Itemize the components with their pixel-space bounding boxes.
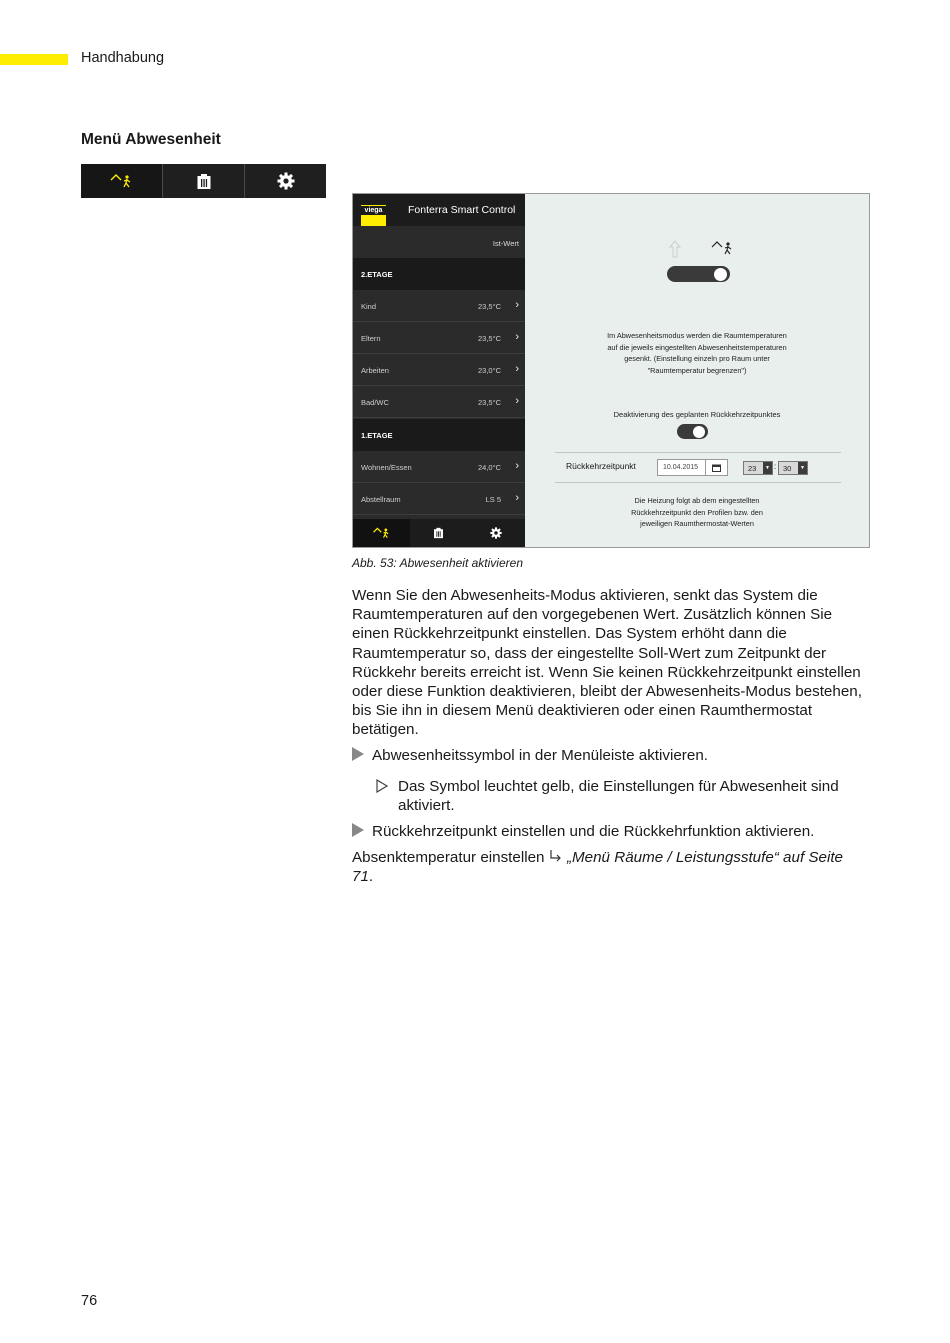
away-icon: [710, 239, 736, 257]
step-arrow-icon: [352, 823, 364, 837]
tab-settings[interactable]: [468, 519, 525, 547]
room-name: Eltern: [361, 334, 381, 343]
chevron-right-icon: ›: [515, 331, 519, 343]
figure-caption: Abb. 53: Abwesenheit aktivieren: [352, 556, 523, 570]
app-header: [353, 194, 525, 226]
away-icon: [109, 172, 135, 190]
menubar-gear-cell: [245, 164, 326, 198]
app-tabbar: [353, 519, 525, 547]
clipboard-icon: [196, 173, 212, 190]
return-minute-select[interactable]: 30 ▼: [778, 461, 808, 475]
column-header: Ist-Wert: [492, 239, 519, 248]
away-mode-toggle[interactable]: [667, 266, 730, 282]
app-title: Fonterra Smart Control: [408, 204, 516, 216]
divider: [555, 452, 841, 453]
gear-icon: [277, 172, 295, 190]
room-value: 23,0°C: [477, 366, 501, 375]
time-separator: :: [774, 462, 777, 471]
room-name: Abstellraum: [361, 495, 401, 504]
body-paragraph: Wenn Sie den Abwesenheits-Modus aktivieren, senkt das System die Raumtemperaturen auf den vorgegebenen Wert. Zusätzlich können Sie einen Rückkehrzeitpunkt einstellen. Das System erhöht dann die Raumtemperatur so, dass der eingestellte Soll-Wert zum Zeitpunkt der Rückkehr bereits erreicht ist. Wenn Sie keinen Rückkehrzeitpunkt einstellen oder diese Funktion deaktivieren, bleibt der Abwesenheits-Modus bestehen, bis Sie ihn in diesem Menü deaktivieren oder einen Raumthermostat betätigen.: [352, 587, 862, 739]
room-list-panel: [353, 194, 525, 547]
crossref-prefix: Absenktemperatur einstellen: [352, 849, 545, 866]
chevron-right-icon: ›: [515, 363, 519, 375]
dropdown-arrow-icon: ▼: [798, 462, 807, 474]
deactivation-label: Deaktivierung des geplanten Rückkehrzeitpunktes: [613, 410, 781, 419]
calendar-button[interactable]: [705, 459, 728, 476]
section-title: Menü Abwesenheit: [81, 131, 221, 148]
room-name: Wohnen/Essen: [361, 463, 412, 472]
step-arrow-icon: [352, 747, 364, 761]
away-settings-panel: [525, 194, 869, 547]
away-icon: [372, 526, 392, 540]
room-value: 23,5°C: [477, 334, 501, 343]
chevron-right-icon: ›: [515, 395, 519, 407]
return-info-text: Die Heizung folgt ab dem eingestellten Rückkehrzeitpunkt den Profilen bzw. den jeweiligen Raumthermostat-Werten: [631, 496, 763, 528]
floor-header: 1.ETAGE: [353, 419, 525, 451]
divider: [555, 482, 841, 483]
room-row[interactable]: [353, 386, 525, 418]
return-hour-select[interactable]: 23 ▼: [743, 461, 773, 475]
room-row[interactable]: [353, 322, 525, 354]
result-arrow-icon: [376, 779, 388, 798]
calendar-icon: [712, 464, 721, 472]
chevron-right-icon: ›: [515, 299, 519, 311]
away-info-text: Im Abwesenheitsmodus werden die Raumtemperaturen auf die jeweils eingestellten Abwesenheitstemperaturen gesenkt. (Einstellung einzeln pro Raum unter "Raumtemperatur begrenzen"): [607, 331, 787, 375]
floor-header: 2.ETAGE: [353, 258, 525, 290]
chevron-right-icon: ›: [515, 492, 519, 504]
menubar-clipboard-cell: [163, 164, 245, 198]
arrow-up-icon: [669, 240, 681, 258]
viega-logo: viega: [361, 205, 386, 226]
app-screenshot: [352, 193, 870, 548]
room-value: LS 5: [485, 495, 501, 504]
link-arrow-icon: [549, 849, 567, 866]
step-1: [352, 746, 872, 765]
room-value: 23,5°C: [477, 302, 501, 311]
room-row[interactable]: [353, 290, 525, 322]
room-row[interactable]: [353, 451, 525, 483]
gear-icon: [490, 527, 502, 539]
room-name: Arbeiten: [361, 366, 389, 375]
page-number: 76: [81, 1293, 98, 1309]
chevron-right-icon: ›: [515, 460, 519, 472]
step-2: [352, 822, 872, 841]
return-time-label: Rückkehrzeitpunkt: [566, 461, 636, 471]
menubar-away-cell: [81, 164, 163, 198]
step-1-text: Abwesenheitssymbol in der Menüleiste aktivieren.: [372, 747, 708, 764]
tab-away[interactable]: [353, 519, 410, 547]
tab-profiles[interactable]: [410, 519, 467, 547]
room-row[interactable]: [353, 483, 525, 515]
return-deactivation-toggle[interactable]: [677, 424, 708, 439]
clipboard-icon: [433, 527, 444, 539]
cross-reference: Absenktemperatur einstellen „Menü Räume / Leistungsstufe“ auf Seite 71.: [352, 849, 844, 886]
crossref-link[interactable]: „Menü Räume / Leistungsstufe“ auf Seite 71: [352, 849, 844, 886]
room-value: 23,5°C: [477, 398, 501, 407]
header-accent-bar: [0, 54, 68, 65]
header-title: Handhabung: [81, 50, 165, 66]
return-date-input[interactable]: 10.04.2015: [657, 459, 728, 476]
result-1-text: Das Symbol leuchtet gelb, die Einstellungen für Abwesenheit sind aktiviert.: [398, 778, 839, 815]
step-2-text: Rückkehrzeitpunkt einstellen und die Rückkehrfunktion aktivieren.: [372, 823, 815, 840]
room-row[interactable]: [353, 354, 525, 386]
result-1: [376, 777, 871, 815]
menubar-illustration: [81, 164, 326, 198]
room-value: 24,0°C: [477, 463, 501, 472]
dropdown-arrow-icon: ▼: [763, 462, 772, 474]
room-name: Kind: [361, 302, 377, 311]
room-name: Bad/WC: [361, 398, 389, 407]
